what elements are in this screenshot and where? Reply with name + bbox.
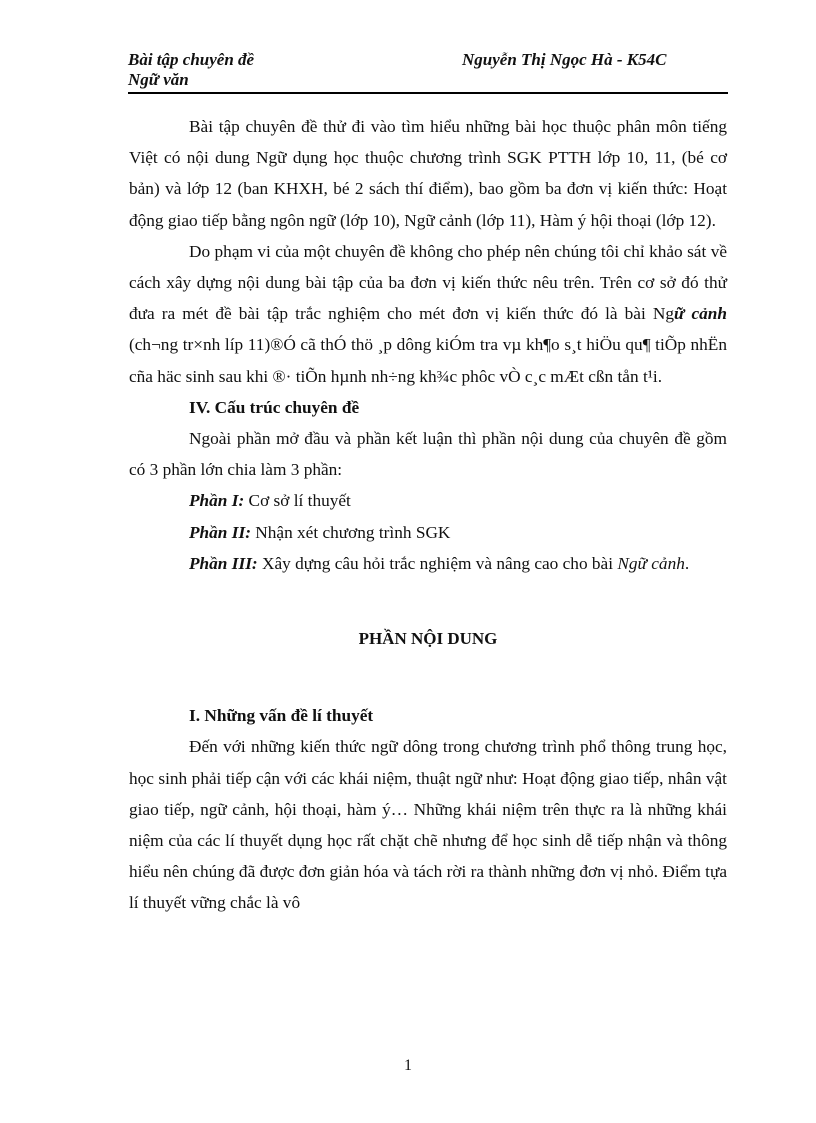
paragraph-scope-text: Do phạm vi của một chuyên đề không cho phép nên chúng tôi chỉ khảo sát về cách xây dựng nội dung bài tập của ba đơn vị kiến thức nêu trên. Trên cơ sở đó thử đưa ra mét đề bài tập trắc nghiệm cho mét đơn vị kiến thức đó là bài Ng — [129, 241, 727, 324]
section-paragraph: Đến với những kiến thức ngữ dông trong chương trình phổ thông trung học, học sinh phải tiếp cận với các khái niệm, thuật ngữ như: Hoạt động giao tiếp, nhân vật giao tiếp, ngữ cảnh, hội thoại, hàm ý… Những khái niệm trên thực ra là những khái niệm của các lí thuyết dụng học rất chặt chẽ nhưng để học sinh dễ tiếp nhận và thông hiểu nên chúng đã được đơn giản hóa và tách rời ra thành những đơn vị nhỏ. Điểm tựa lí thuyết vững chắc là vô — [129, 737, 727, 913]
part-label: Phần II: — [189, 522, 251, 542]
paragraph-scope-emphasis: ữ cảnh — [674, 304, 727, 324]
paragraph-scope — [129, 236, 727, 392]
section-heading: I. Những vấn đề lí thuyết — [189, 706, 374, 726]
part-text-end: . — [684, 553, 690, 573]
part-text: Nhận xét chương trình SGK — [250, 522, 451, 542]
content-title: PHẦN NỘI DUNG — [358, 629, 498, 649]
header-divider — [128, 92, 728, 94]
part-text: Xây dựng câu hỏi trắc nghiệm và nâng cao cho bài — [257, 553, 618, 573]
part-label: Phần I: — [189, 491, 245, 511]
structure-intro: Ngoài phần mở đầu và phần kết luận thì phần nội dung của chuyên đề gồm có 3 phần lớn chia làm 3 phần: — [129, 429, 727, 480]
part-item — [129, 485, 727, 516]
page-number: 1 — [404, 1057, 412, 1074]
structure-heading: IV. Cấu trúc chuyên đề — [189, 397, 360, 417]
part-item — [129, 517, 727, 548]
paragraph-scope-text-tail: (ch¬ng tr×nh líp 11)®Ó cã thÓ thö ¸p dông kiÓm tra vµ kh¶o s¸t hiÖu qu¶ tiÕp nhËn cña häc sinh sau khi ®· tiÕn hµnh nh÷ng kh¾c phôc vÒ c¸c mÆt cßn tån t¹i. — [129, 335, 727, 386]
header-subject-line2: Ngữ văn — [128, 70, 189, 89]
document-body — [129, 111, 727, 919]
part-label: Phần III: — [189, 553, 258, 573]
header-subject — [128, 50, 254, 90]
part-text: Cơ sở lí thuyết — [244, 491, 351, 511]
header-author: Nguyễn Thị Ngọc Hà - K54C — [462, 50, 667, 69]
part-text-italic: Ngữ cảnh — [617, 553, 685, 573]
header-subject-line1: Bài tập chuyên đề — [128, 50, 255, 69]
paragraph-intro: Bài tập chuyên đề thử đi vào tìm hiểu những bài học thuộc phân môn tiếng Việt có nội dung Ngữ dụng học thuộc chương trình SGK PTTH lớp 10, 11, (bé cơ bản) và lớp 12 (ban KHXH, bé 2 sách thí điểm), bao gồm ba đơn vị kiến thức: Hoạt động giao tiếp bằng ngôn ngữ (lớp 10), Ngữ cảnh (lớp 11), Hàm ý hội thoại (lớp 12). — [129, 117, 727, 230]
part-item — [129, 548, 727, 579]
